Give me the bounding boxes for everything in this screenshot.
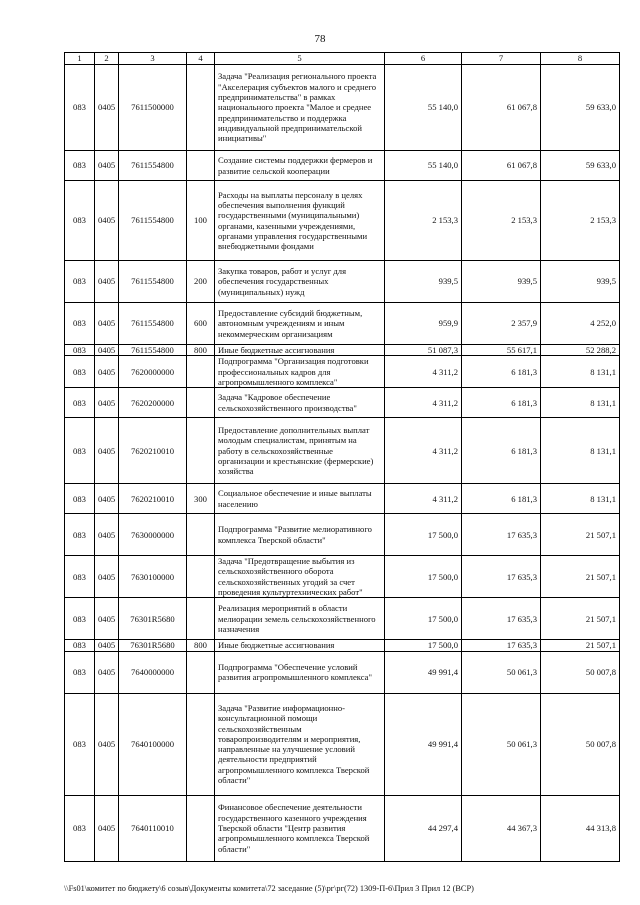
- amount-year1-cell: 4 311,2: [385, 484, 462, 514]
- amount-year1-cell: 55 140,0: [385, 65, 462, 151]
- section-code-cell: 0405: [95, 345, 119, 356]
- table-row: [65, 418, 620, 484]
- column-header: 2: [95, 53, 119, 65]
- section-code-cell: 0405: [95, 151, 119, 181]
- admin-code-cell: 083: [65, 65, 95, 151]
- target-article-cell: 7620210010: [119, 418, 187, 484]
- amount-year3-cell: 44 313,8: [541, 795, 620, 861]
- amount-year1-cell: 44 297,4: [385, 795, 462, 861]
- admin-code-cell: 083: [65, 151, 95, 181]
- expense-type-cell: 200: [187, 261, 215, 303]
- target-article-cell: 7620200000: [119, 388, 187, 418]
- admin-code-cell: 083: [65, 345, 95, 356]
- file-path-footer: \\Fs01\комитет по бюджету\6 созыв\Документы комитета\72 заседание (5)\рг\рг(72) 1309-П-6\Прил 3 Прил 12 (ВСР): [64, 884, 474, 893]
- amount-year2-cell: 6 181,3: [462, 484, 541, 514]
- column-header: 8: [541, 53, 620, 65]
- table-row: [65, 345, 620, 356]
- expense-type-cell: 300: [187, 484, 215, 514]
- description-cell: Задача "Реализация регионального проекта "Акселерация субъектов малого и среднего предпринимательства" в рамках национального проекта "Малое и среднее предпринимательство и поддержка индивидуальной предпринимательской инициативы": [215, 65, 385, 151]
- amount-year1-cell: 2 153,3: [385, 181, 462, 261]
- expense-type-cell: [187, 151, 215, 181]
- amount-year1-cell: 51 087,3: [385, 345, 462, 356]
- description-cell: Реализация мероприятий в области мелиорации земель сельскохозяйственного назначения: [215, 598, 385, 640]
- target-article-cell: 7611500000: [119, 65, 187, 151]
- description-cell: Закупка товаров, работ и услуг для обеспечения государственных (муниципальных) нужд: [215, 261, 385, 303]
- amount-year2-cell: 6 181,3: [462, 356, 541, 388]
- table-row: [65, 556, 620, 598]
- column-header: 7: [462, 53, 541, 65]
- table-row: [65, 640, 620, 651]
- admin-code-cell: 083: [65, 388, 95, 418]
- amount-year2-cell: 6 181,3: [462, 418, 541, 484]
- table-row: [65, 484, 620, 514]
- admin-code-cell: 083: [65, 651, 95, 693]
- amount-year3-cell: 8 131,1: [541, 356, 620, 388]
- description-cell: Социальное обеспечение и иные выплаты населению: [215, 484, 385, 514]
- amount-year3-cell: 59 633,0: [541, 151, 620, 181]
- description-cell: Предоставление дополнительных выплат молодым специалистам, принятым на работу в сельскохозяйственные организации и крестьянские (фермерские) хозяйства: [215, 418, 385, 484]
- amount-year1-cell: 17 500,0: [385, 640, 462, 651]
- amount-year1-cell: 4 311,2: [385, 388, 462, 418]
- amount-year2-cell: 2 357,9: [462, 303, 541, 345]
- target-article-cell: 7611554800: [119, 181, 187, 261]
- target-article-cell: 76301R5680: [119, 598, 187, 640]
- section-code-cell: 0405: [95, 598, 119, 640]
- section-code-cell: 0405: [95, 65, 119, 151]
- section-code-cell: 0405: [95, 795, 119, 861]
- description-cell: Создание системы поддержки фермеров и развитие сельской кооперации: [215, 151, 385, 181]
- amount-year1-cell: 939,5: [385, 261, 462, 303]
- description-cell: Задача "Кадровое обеспечение сельскохозяйственного производства": [215, 388, 385, 418]
- amount-year3-cell: 50 007,8: [541, 693, 620, 795]
- target-article-cell: 7630100000: [119, 556, 187, 598]
- table-row: [65, 181, 620, 261]
- admin-code-cell: 083: [65, 514, 95, 556]
- amount-year2-cell: 17 635,3: [462, 640, 541, 651]
- amount-year2-cell: 61 067,8: [462, 151, 541, 181]
- page-number: 78: [314, 33, 326, 45]
- section-code-cell: 0405: [95, 556, 119, 598]
- amount-year1-cell: 49 991,4: [385, 693, 462, 795]
- admin-code-cell: 083: [65, 556, 95, 598]
- admin-code-cell: 083: [65, 418, 95, 484]
- amount-year3-cell: 21 507,1: [541, 514, 620, 556]
- description-cell: Подпрограмма "Обеспечение условий развития агропромышленного комплекса": [215, 651, 385, 693]
- amount-year3-cell: 59 633,0: [541, 65, 620, 151]
- budget-table: [64, 52, 620, 862]
- amount-year1-cell: 17 500,0: [385, 514, 462, 556]
- table-row: [65, 693, 620, 795]
- target-article-cell: 7630000000: [119, 514, 187, 556]
- column-header: 3: [119, 53, 187, 65]
- admin-code-cell: 083: [65, 261, 95, 303]
- column-header: 4: [187, 53, 215, 65]
- expense-type-cell: [187, 514, 215, 556]
- column-header: 5: [215, 53, 385, 65]
- section-code-cell: 0405: [95, 303, 119, 345]
- amount-year2-cell: 17 635,3: [462, 514, 541, 556]
- amount-year3-cell: 939,5: [541, 261, 620, 303]
- target-article-cell: 7611554800: [119, 345, 187, 356]
- target-article-cell: 7620210010: [119, 484, 187, 514]
- amount-year3-cell: 21 507,1: [541, 556, 620, 598]
- description-cell: Расходы на выплаты персоналу в целях обеспечения выполнения функций государственными (муниципальными) органами, казенными учреждениями, органами управления государственными внебюджетными фондами: [215, 181, 385, 261]
- admin-code-cell: 083: [65, 356, 95, 388]
- description-cell: Иные бюджетные ассигнования: [215, 640, 385, 651]
- admin-code-cell: 083: [65, 598, 95, 640]
- section-code-cell: 0405: [95, 514, 119, 556]
- section-code-cell: 0405: [95, 484, 119, 514]
- target-article-cell: 7611554800: [119, 303, 187, 345]
- expense-type-cell: [187, 388, 215, 418]
- amount-year2-cell: 17 635,3: [462, 556, 541, 598]
- table-row: [65, 65, 620, 151]
- column-header: 1: [65, 53, 95, 65]
- table-row: [65, 651, 620, 693]
- amount-year3-cell: 8 131,1: [541, 418, 620, 484]
- target-article-cell: 7640000000: [119, 651, 187, 693]
- target-article-cell: 7620000000: [119, 356, 187, 388]
- target-article-cell: 76301R5680: [119, 640, 187, 651]
- expense-type-cell: 600: [187, 303, 215, 345]
- description-cell: Задача "Предотвращение выбытия из сельскохозяйственного оборота сельскохозяйственных угодий за счет проведения культуртехнических работ": [215, 556, 385, 598]
- expense-type-cell: 800: [187, 640, 215, 651]
- amount-year3-cell: 21 507,1: [541, 640, 620, 651]
- section-code-cell: 0405: [95, 418, 119, 484]
- table-row: [65, 151, 620, 181]
- table-row: [65, 303, 620, 345]
- expense-type-cell: [187, 356, 215, 388]
- amount-year3-cell: 4 252,0: [541, 303, 620, 345]
- amount-year3-cell: 52 288,2: [541, 345, 620, 356]
- amount-year1-cell: 4 311,2: [385, 356, 462, 388]
- target-article-cell: 7640110010: [119, 795, 187, 861]
- amount-year3-cell: 21 507,1: [541, 598, 620, 640]
- amount-year3-cell: 2 153,3: [541, 181, 620, 261]
- amount-year1-cell: 4 311,2: [385, 418, 462, 484]
- table-row: [65, 356, 620, 388]
- amount-year1-cell: 959,9: [385, 303, 462, 345]
- column-header: 6: [385, 53, 462, 65]
- amount-year3-cell: 50 007,8: [541, 651, 620, 693]
- amount-year2-cell: 6 181,3: [462, 388, 541, 418]
- table-row: [65, 514, 620, 556]
- target-article-cell: 7640100000: [119, 693, 187, 795]
- admin-code-cell: 083: [65, 303, 95, 345]
- expense-type-cell: 800: [187, 345, 215, 356]
- table-row: [65, 795, 620, 861]
- expense-type-cell: [187, 693, 215, 795]
- admin-code-cell: 083: [65, 181, 95, 261]
- admin-code-cell: 083: [65, 693, 95, 795]
- section-code-cell: 0405: [95, 388, 119, 418]
- amount-year3-cell: 8 131,1: [541, 388, 620, 418]
- expense-type-cell: 100: [187, 181, 215, 261]
- amount-year2-cell: 55 617,1: [462, 345, 541, 356]
- section-code-cell: 0405: [95, 261, 119, 303]
- amount-year1-cell: 17 500,0: [385, 598, 462, 640]
- table-row: [65, 388, 620, 418]
- amount-year2-cell: 50 061,3: [462, 651, 541, 693]
- expense-type-cell: [187, 598, 215, 640]
- amount-year2-cell: 44 367,3: [462, 795, 541, 861]
- table-row: [65, 598, 620, 640]
- description-cell: Иные бюджетные ассигнования: [215, 345, 385, 356]
- section-code-cell: 0405: [95, 640, 119, 651]
- amount-year2-cell: 61 067,8: [462, 65, 541, 151]
- description-cell: Подпрограмма "Организация подготовки профессиональных кадров для агропромышленного комплекса": [215, 356, 385, 388]
- amount-year2-cell: 939,5: [462, 261, 541, 303]
- admin-code-cell: 083: [65, 795, 95, 861]
- admin-code-cell: 083: [65, 484, 95, 514]
- expense-type-cell: [187, 795, 215, 861]
- expense-type-cell: [187, 418, 215, 484]
- target-article-cell: 7611554800: [119, 151, 187, 181]
- section-code-cell: 0405: [95, 651, 119, 693]
- target-article-cell: 7611554800: [119, 261, 187, 303]
- amount-year1-cell: 49 991,4: [385, 651, 462, 693]
- description-cell: Предоставление субсидий бюджетным, автономным учреждениям и иным некоммерческим организациям: [215, 303, 385, 345]
- section-code-cell: 0405: [95, 181, 119, 261]
- amount-year3-cell: 8 131,1: [541, 484, 620, 514]
- description-cell: Подпрограмма "Развитие мелиоративного комплекса Тверской области": [215, 514, 385, 556]
- description-cell: Финансовое обеспечение деятельности государственного казенного учреждения Тверской области "Центр развития агропромышленного комплекса Тверской области": [215, 795, 385, 861]
- expense-type-cell: [187, 651, 215, 693]
- amount-year1-cell: 55 140,0: [385, 151, 462, 181]
- amount-year2-cell: 17 635,3: [462, 598, 541, 640]
- section-code-cell: 0405: [95, 356, 119, 388]
- amount-year2-cell: 2 153,3: [462, 181, 541, 261]
- description-cell: Задача "Развитие информационно-консультационной помощи сельскохозяйственным товаропроизводителям и мероприятия, направленные на улучшение условий деятельности предприятий агропромышленного комплекса Тверской области": [215, 693, 385, 795]
- amount-year1-cell: 17 500,0: [385, 556, 462, 598]
- table-header-row: [65, 53, 620, 65]
- table-row: [65, 261, 620, 303]
- section-code-cell: 0405: [95, 693, 119, 795]
- amount-year2-cell: 50 061,3: [462, 693, 541, 795]
- expense-type-cell: [187, 556, 215, 598]
- expense-type-cell: [187, 65, 215, 151]
- admin-code-cell: 083: [65, 640, 95, 651]
